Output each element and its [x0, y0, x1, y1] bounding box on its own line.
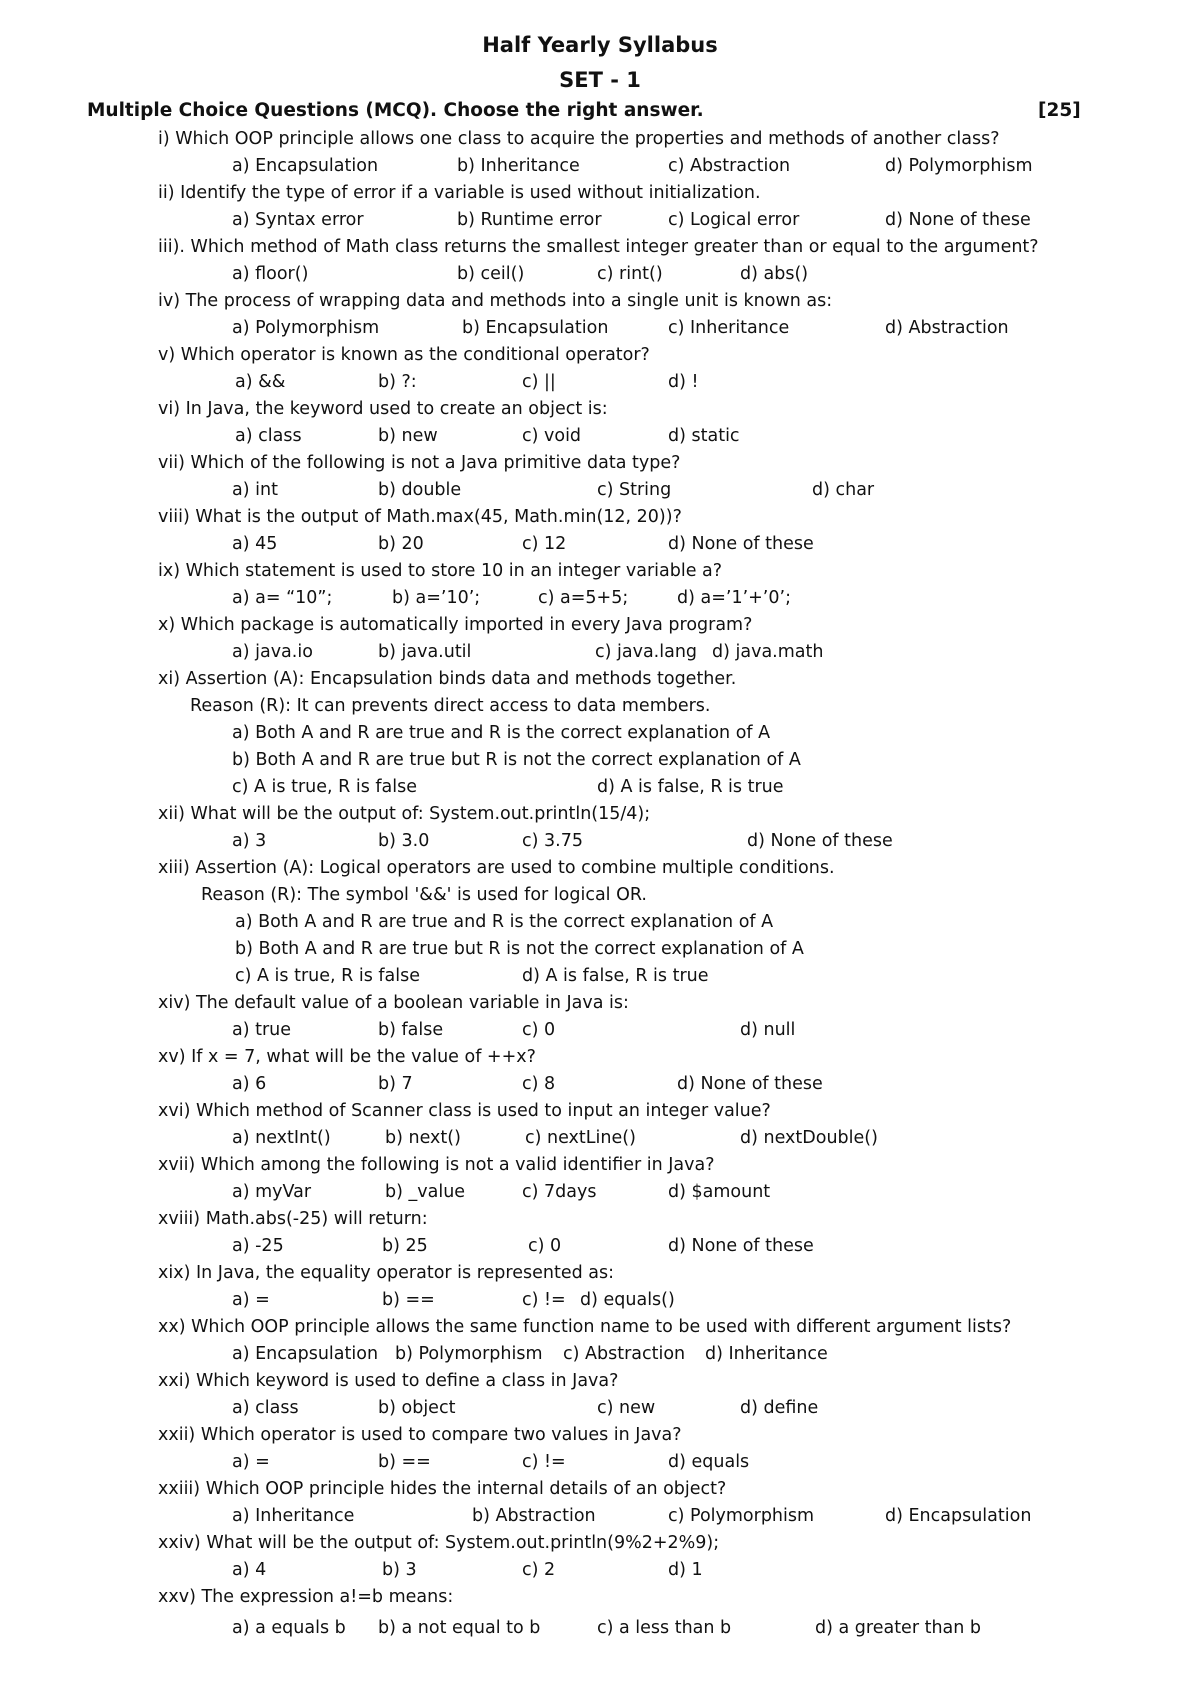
question-text: xxii) Which operator is used to compare two values in Java?	[158, 1425, 682, 1445]
answer-option: a) Encapsulation	[232, 156, 379, 176]
answer-option: c) A is true, R is false	[232, 777, 418, 797]
answer-option: b) 3.0	[378, 831, 430, 851]
question-text: xxv) The expression a!=b means:	[158, 1587, 454, 1607]
answer-option: b) Both A and R are true but R is not the correct explanation of A	[235, 939, 804, 959]
answer-option: b) a not equal to b	[378, 1618, 541, 1638]
question-text: xxiv) What will be the output of: System.out.println(9%2+2%9);	[158, 1533, 720, 1553]
answer-option: c) 3.75	[522, 831, 583, 851]
question-text: x) Which package is automatically imported in every Java program?	[158, 615, 753, 635]
answer-option: c) String	[597, 480, 672, 500]
question-text: xix) In Java, the equality operator is represented as:	[158, 1263, 614, 1283]
answer-option: b) 7	[378, 1074, 413, 1094]
answer-option: d) Inheritance	[705, 1344, 828, 1364]
answer-option: a) Inheritance	[232, 1506, 355, 1526]
question-text: xxi) Which keyword is used to define a class in Java?	[158, 1371, 619, 1391]
answer-option: b) false	[378, 1020, 444, 1040]
answer-option: d) abs()	[740, 264, 809, 284]
question-text: xv) If x = 7, what will be the value of ++x?	[158, 1047, 536, 1067]
answer-option: a) 6	[232, 1074, 267, 1094]
answer-option: a) true	[232, 1020, 292, 1040]
answer-option: c) java.lang	[595, 642, 698, 662]
answer-option: a) nextInt()	[232, 1128, 331, 1148]
answer-option: a) a= “10”;	[232, 588, 333, 608]
question-text: xiv) The default value of a boolean variable in Java is:	[158, 993, 629, 1013]
answer-option: c) 2	[522, 1560, 556, 1580]
answer-option: c) ||	[522, 372, 556, 392]
page-title: Half Yearly Syllabus	[482, 33, 718, 57]
answer-option: b) Runtime error	[457, 210, 602, 230]
answer-option: b) ceil()	[457, 264, 525, 284]
answer-option: c) 0	[528, 1236, 562, 1256]
answer-option: a) Both A and R are true and R is the correct explanation of A	[235, 912, 774, 932]
answer-option: b) Encapsulation	[462, 318, 609, 338]
answer-option: c) Inheritance	[668, 318, 790, 338]
answer-option: a) Encapsulation	[232, 1344, 379, 1364]
answer-option: c) Logical error	[668, 210, 800, 230]
answer-option: c) 0	[522, 1020, 556, 1040]
answer-option: c) 8	[522, 1074, 556, 1094]
answer-option: a) Both A and R are true and R is the correct explanation of A	[232, 723, 771, 743]
answer-option: a) int	[232, 480, 278, 500]
answer-option: b) object	[378, 1398, 456, 1418]
answer-option: c) Abstraction	[563, 1344, 686, 1364]
answer-option: d) None of these	[668, 534, 814, 554]
answer-option: a) Polymorphism	[232, 318, 380, 338]
answer-option: b) a=’10’;	[392, 588, 481, 608]
answer-option: d) A is false, R is true	[522, 966, 709, 986]
answer-option: b) ?:	[378, 372, 417, 392]
question-text: xx) Which OOP principle allows the same function name to be used with different argument lists?	[158, 1317, 1012, 1337]
answer-option: d) None of these	[668, 1236, 814, 1256]
answer-option: d) Abstraction	[885, 318, 1009, 338]
answer-option: b) 3	[382, 1560, 417, 1580]
answer-option: c) Polymorphism	[668, 1506, 815, 1526]
answer-option: b) double	[378, 480, 462, 500]
answer-option: a) floor()	[232, 264, 309, 284]
answer-option: a) 3	[232, 831, 267, 851]
answer-option: a) =	[232, 1452, 270, 1472]
answer-option: c) void	[522, 426, 582, 446]
answer-option: d) None of these	[677, 1074, 823, 1094]
question-text: xxiii) Which OOP principle hides the internal details of an object?	[158, 1479, 727, 1499]
answer-option: d) a greater than b	[815, 1618, 982, 1638]
answer-option: b) _value	[385, 1182, 466, 1202]
question-text: i) Which OOP principle allows one class to acquire the properties and methods of another class?	[158, 129, 1000, 149]
question-text: xvii) Which among the following is not a valid identifier in Java?	[158, 1155, 715, 1175]
answer-option: d) define	[740, 1398, 819, 1418]
answer-option: c) !=	[522, 1452, 566, 1472]
answer-option: b) Polymorphism	[395, 1344, 543, 1364]
question-text: ii) Identify the type of error if a variable is used without initialization.	[158, 183, 761, 203]
answer-option: b) Abstraction	[472, 1506, 596, 1526]
question-text: vii) Which of the following is not a Java primitive data type?	[158, 453, 681, 473]
answer-option: a) myVar	[232, 1182, 312, 1202]
answer-option: b) Inheritance	[457, 156, 580, 176]
question-text: xii) What will be the output of: System.out.println(15/4);	[158, 804, 651, 824]
question-text: v) Which operator is known as the conditional operator?	[158, 345, 650, 365]
answer-option: a) 45	[232, 534, 278, 554]
answer-option: a) =	[232, 1290, 270, 1310]
answer-option: d) None of these	[747, 831, 893, 851]
answer-option: a) a equals b	[232, 1618, 346, 1638]
question-text: vi) In Java, the keyword used to create an object is:	[158, 399, 608, 419]
section-marks: [25]	[1038, 100, 1081, 121]
question-text: iv) The process of wrapping data and methods into a single unit is known as:	[158, 291, 833, 311]
answer-option: b) ==	[378, 1452, 431, 1472]
answer-option: b) new	[378, 426, 438, 446]
answer-option: a) Syntax error	[232, 210, 364, 230]
answer-option: b) next()	[385, 1128, 461, 1148]
answer-option: b) java.util	[378, 642, 472, 662]
answer-option: a) &&	[235, 372, 286, 392]
answer-option: b) 20	[378, 534, 424, 554]
answer-option: d) Polymorphism	[885, 156, 1033, 176]
answer-option: c) 7days	[522, 1182, 597, 1202]
answer-option: a) class	[235, 426, 302, 446]
answer-option: c) rint()	[597, 264, 663, 284]
answer-option: d) equals	[668, 1452, 750, 1472]
question-text: ix) Which statement is used to store 10 in an integer variable a?	[158, 561, 723, 581]
set-label: SET - 1	[559, 68, 641, 92]
answer-option: d) a=’1’+’0’;	[677, 588, 791, 608]
answer-option: c) A is true, R is false	[235, 966, 421, 986]
answer-option: a) -25	[232, 1236, 284, 1256]
answer-option: d) nextDouble()	[740, 1128, 878, 1148]
answer-option: d) $amount	[668, 1182, 771, 1202]
answer-option: d) A is false, R is true	[597, 777, 784, 797]
answer-option: d) equals()	[580, 1290, 675, 1310]
answer-option: a) 4	[232, 1560, 267, 1580]
answer-option: c) Abstraction	[668, 156, 791, 176]
answer-option: a) java.io	[232, 642, 313, 662]
answer-option: d) static	[668, 426, 740, 446]
answer-option: c) a=5+5;	[538, 588, 629, 608]
answer-option: c) nextLine()	[525, 1128, 636, 1148]
question-text: xi) Assertion (A): Encapsulation binds data and methods together.	[158, 669, 737, 689]
answer-option: c) !=	[522, 1290, 566, 1310]
question-text: viii) What is the output of Math.max(45, Math.min(12, 20))?	[158, 507, 682, 527]
answer-option: c) a less than b	[597, 1618, 732, 1638]
question-text: xiii) Assertion (A): Logical operators are used to combine multiple conditions.	[158, 858, 835, 878]
question-text: xvi) Which method of Scanner class is used to input an integer value?	[158, 1101, 771, 1121]
answer-option: b) Both A and R are true but R is not the correct explanation of A	[232, 750, 801, 770]
question-text: iii). Which method of Math class returns the smallest integer greater than or equal to the argument?	[158, 237, 1039, 257]
answer-option: d) !	[668, 372, 699, 392]
answer-option: d) java.math	[712, 642, 824, 662]
question-reason: Reason (R): The symbol '&&' is used for logical OR.	[201, 885, 647, 905]
section-heading: Multiple Choice Questions (MCQ). Choose the right answer.	[87, 100, 704, 121]
answer-option: c) new	[597, 1398, 656, 1418]
answer-option: b) ==	[382, 1290, 435, 1310]
question-reason: Reason (R): It can prevents direct access to data members.	[190, 696, 711, 716]
answer-option: b) 25	[382, 1236, 428, 1256]
answer-option: d) char	[812, 480, 875, 500]
question-text: xviii) Math.abs(-25) will return:	[158, 1209, 428, 1229]
answer-option: d) None of these	[885, 210, 1031, 230]
answer-option: d) null	[740, 1020, 796, 1040]
answer-option: a) class	[232, 1398, 299, 1418]
answer-option: d) 1	[668, 1560, 703, 1580]
answer-option: d) Encapsulation	[885, 1506, 1032, 1526]
answer-option: c) 12	[522, 534, 567, 554]
